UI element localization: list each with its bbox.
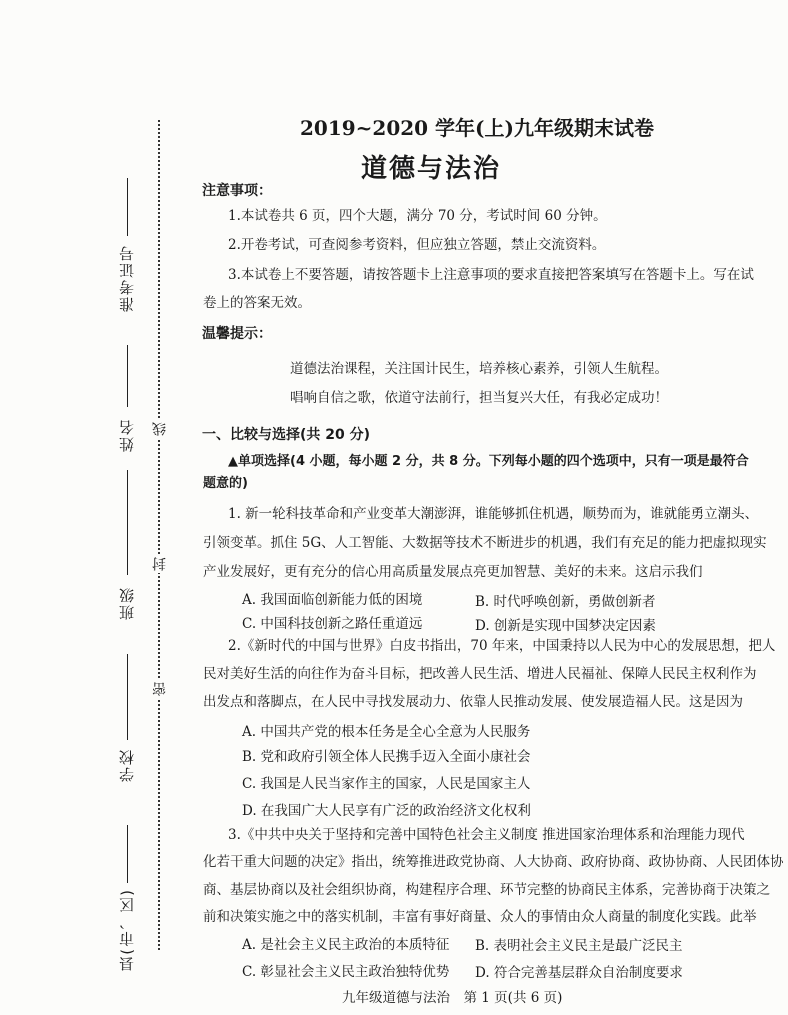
tips-heading: 温馨提示： — [202, 326, 272, 342]
notice-item: 2.开卷考试，可查阅参考资料，但应独立答题，禁止交流资料。 — [228, 237, 606, 253]
seal-char-secret: 密 — [152, 682, 168, 696]
question-3-text: 商、基层协商以及社会组织协商，构建程序合理、环节完整的协商民主体系，完善协商于决策之 — [203, 882, 770, 898]
notice-item: 1.本试卷共 6 页，四个大题，满分 70 分，考试时间 60 分钟。 — [228, 208, 607, 224]
name-blank — [127, 345, 128, 407]
question-2-option-a: A. 中国共产党的根本任务是全心全意为人民服务 — [242, 724, 531, 740]
question-1-option-c: C. 中国科技创新之路任重道远 — [242, 616, 423, 632]
seal-char-seal: 封 — [152, 557, 168, 571]
question-2-text: 2.《新时代的中国与世界》白皮书指出，70 年来，中国秉持以人民为中心的发展思想，把人 — [228, 638, 776, 654]
question-1-option-a: A. 我国面临创新能力低的困境 — [242, 592, 423, 608]
class-blank — [127, 470, 128, 575]
question-1-text: 1. 新一轮科技革命和产业变革大潮澎湃，谁能够抓住机遇，顺势而为，谁就能勇立潮头、 — [228, 506, 759, 522]
notice-item: 3.本试卷上不要答题，请按答题卡上注意事项的要求直接把答案填写在答题卡上。写在试 — [228, 267, 754, 283]
exam-title: 2019~2020 学年(上)九年级期末试卷 — [300, 116, 654, 140]
question-3-option-b: B. 表明社会主义民主是最广泛民主 — [475, 938, 683, 954]
tips-line: 道德法治课程，关注国计民生，培养核心素养，引领人生航程。 — [290, 361, 668, 377]
exam-number-label: 准考证号 — [118, 244, 136, 312]
name-label: 姓名 — [118, 418, 136, 452]
question-3-text: 前和决策实施之中的落实机制，丰富有事好商量、众人的事情由众人商量的制度化实践。此举 — [203, 909, 757, 925]
question-3-option-c: C. 彰显社会主义民主政治独特优势 — [242, 964, 450, 980]
question-1-option-b: B. 时代呼唤创新，勇做创新者 — [475, 594, 656, 610]
question-3-option-d: D. 符合完善基层群众自治制度要求 — [475, 965, 683, 981]
seal-char-line: 线 — [152, 422, 168, 436]
notice-item: 卷上的答案无效。 — [203, 295, 311, 311]
tips-line: 唱响自信之歌，依道守法前行，担当复兴大任，有我必定成功！ — [290, 390, 668, 406]
question-1-text: 引领变革。抓住 5G、人工智能、大数据等技术不断进步的机遇，我们有充足的能力把虚拟现实 — [203, 535, 767, 551]
section-instruction: 题意的) — [203, 476, 248, 491]
question-2-text: 民对美好生活的向往作为奋斗目标，把改善人民生活、增进人民福祉、保障人民民主权利作为 — [203, 666, 757, 682]
class-label: 班级 — [118, 586, 136, 620]
subject-title: 道德与法治 — [361, 154, 502, 184]
question-2-option-b: B. 党和政府引领全体人民携手迈入全面小康社会 — [242, 749, 531, 765]
section-instruction: ▲单项选择(4 小题，每小题 2 分，共 8 分。下列每小题的四个选项中，只有一项是最符合 — [228, 454, 749, 469]
binding-dotted-line — [158, 120, 160, 950]
school-label: 学校 — [118, 748, 136, 782]
question-3-text: 化若干重大问题的决定》指出，统筹推进政党协商、人大协商、政府协商、政协协商、人民团体协 — [203, 854, 784, 870]
question-1-text: 产业发展好，更有充分的信心用高质量发展点亮更加智慧、美好的未来。这启示我们 — [203, 564, 703, 580]
school-blank — [127, 654, 128, 740]
county-label: 县(市、区) — [118, 888, 136, 972]
question-3-text: 3.《中共中央关于坚持和完善中国特色社会主义制度 推进国家治理体系和治理能力现代 — [228, 827, 745, 843]
question-3-option-a: A. 是社会主义民主政治的本质特征 — [242, 937, 450, 953]
notice-heading: 注意事项： — [202, 183, 272, 199]
county-blank — [127, 825, 128, 883]
section-heading: 一、比较与选择(共 20 分) — [202, 427, 371, 443]
page-footer: 九年级道德与法治 第 1 页(共 6 页) — [342, 990, 563, 1006]
exam-number-blank — [127, 178, 128, 236]
question-2-option-d: D. 在我国广大人民享有广泛的政治经济文化权利 — [242, 803, 531, 819]
question-2-option-c: C. 我国是人民当家作主的国家，人民是国家主人 — [242, 776, 531, 792]
question-1-option-d: D. 创新是实现中国梦决定因素 — [475, 618, 656, 634]
question-2-text: 出发点和落脚点，在人民中寻找发展动力、依靠人民推动发展、使发展造福人民。这是因为 — [203, 694, 743, 710]
